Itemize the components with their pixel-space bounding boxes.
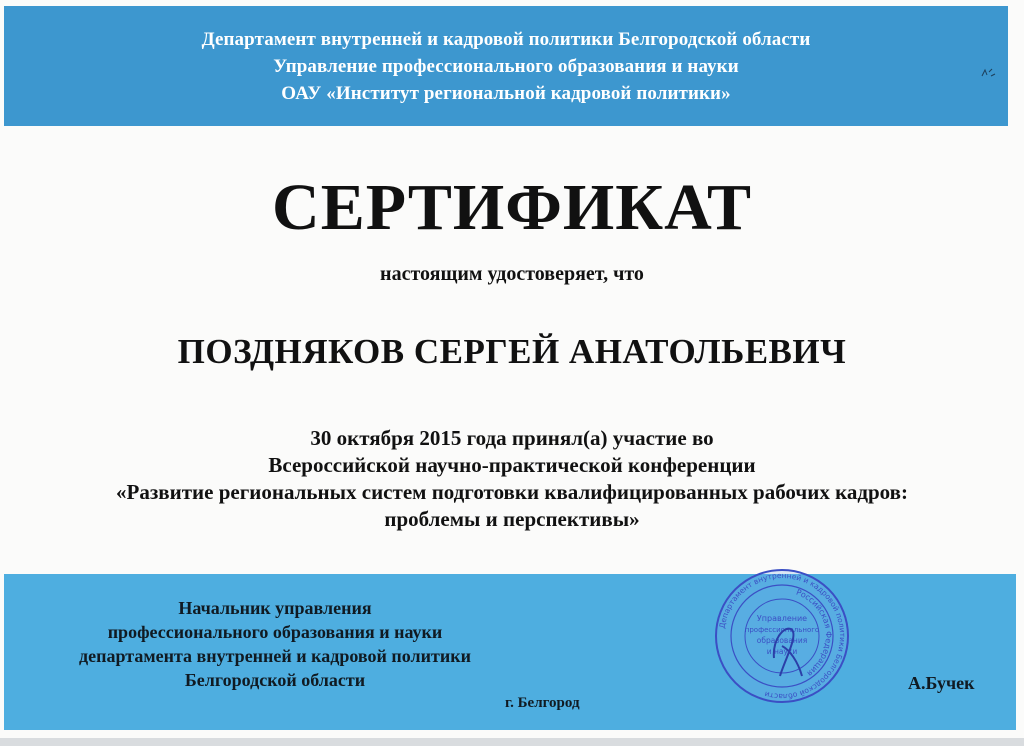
signer-position-line: Белгородской области (184, 670, 366, 690)
signer-position (40, 596, 510, 692)
seal-center-line: профессионального (744, 626, 820, 634)
signer-name: А.Бучек (908, 673, 975, 693)
signer-position-line: профессионального образования и науки (107, 622, 443, 642)
seal-center-line: и науки (766, 647, 798, 656)
participation-date-line: 30 октября 2015 года принял(а) участие во (310, 426, 714, 450)
certificate-title: СЕРТИФИКАТ (272, 171, 752, 244)
header-institute: ОАУ «Институт региональной кадровой политики» (281, 82, 731, 104)
participation-text (20, 425, 1004, 533)
official-seal-icon (712, 566, 852, 706)
seal-center-line: Управление (756, 614, 808, 623)
seal-center-line: образования (756, 636, 808, 645)
conference-type-line: Всероссийской научно-практической конференции (268, 453, 756, 477)
issue-city: г. Белгород (505, 695, 580, 711)
header-band (4, 6, 1008, 126)
signer-position-line: Начальник управления (178, 598, 372, 618)
conference-title-line: «Развитие региональных систем подготовки квалифицированных рабочих кадров: (116, 480, 908, 504)
scan-mark-icon (980, 66, 998, 80)
scan-bottom-edge (0, 738, 1024, 746)
conference-title-line-2: проблемы и перспективы» (384, 507, 640, 531)
certificate-intro: настоящим удостоверяет, что (380, 263, 644, 285)
signer-position-line: департамента внутренней и кадровой политики (79, 646, 471, 666)
recipient-name: ПОЗДНЯКОВ СЕРГЕЙ АНАТОЛЬЕВИЧ (177, 332, 847, 371)
seal-ring-text: Российская Федерация (794, 587, 834, 679)
header-directorate: Управление профессионального образования и науки (273, 55, 739, 77)
seal-outer-text: Департамент внутренней и кадровой политики Белгородской области (717, 570, 848, 702)
header-department: Департамент внутренней и кадровой политики Белгородской области (201, 28, 811, 50)
